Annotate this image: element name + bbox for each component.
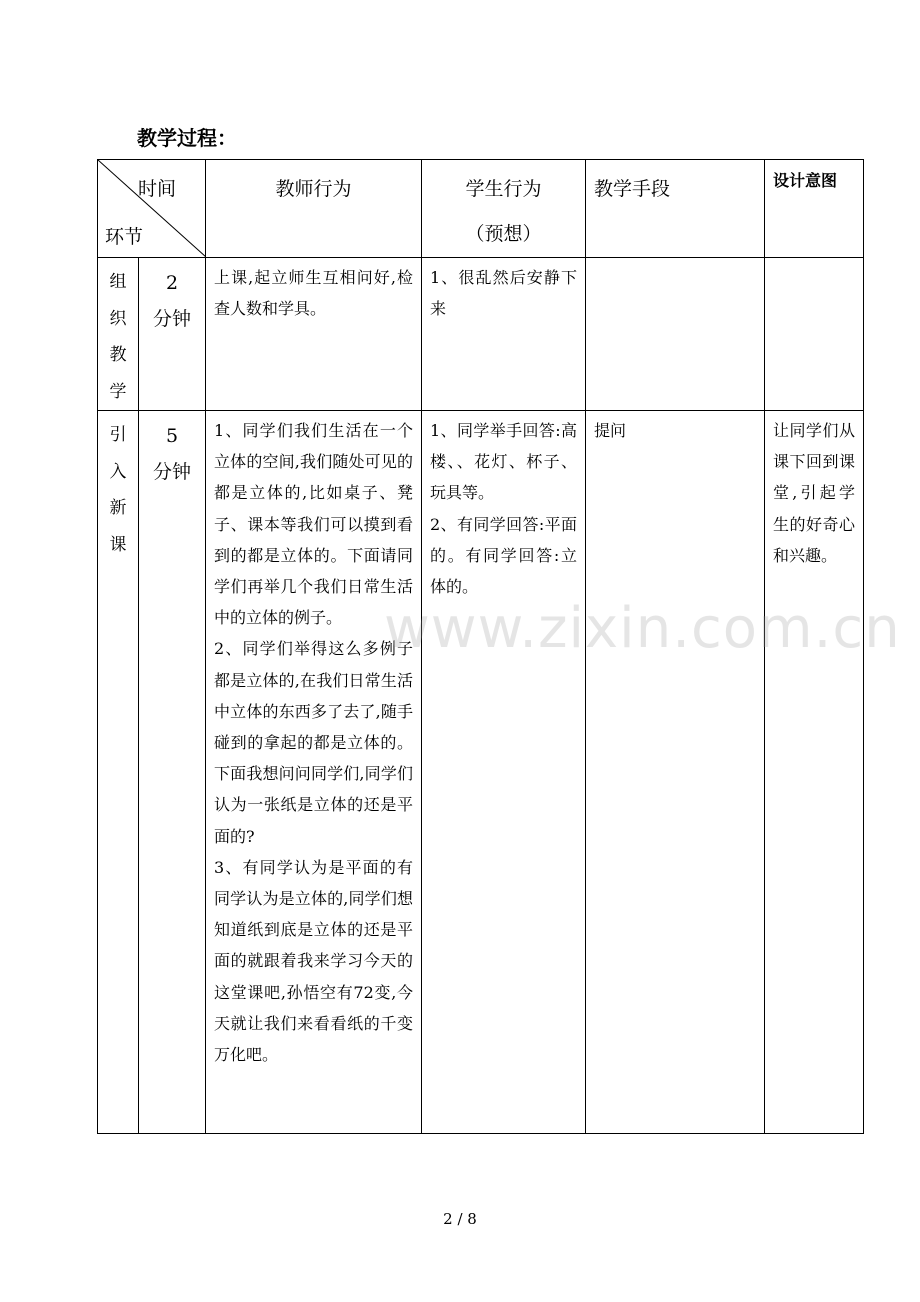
section-heading: 教学过程： — [137, 126, 237, 150]
header-intent-cell — [765, 160, 864, 258]
header-student: 学生行为 — [465, 178, 542, 200]
student-cell — [422, 258, 586, 411]
time-unit: 分钟 — [152, 461, 191, 483]
table-row — [98, 258, 864, 411]
time-number: 5 — [165, 425, 179, 447]
means-cell — [586, 411, 765, 1134]
page-number: 2 / 8 — [443, 1210, 477, 1228]
teacher-text: 上课,起立师生互相问好,检查人数和学具。 — [214, 268, 413, 319]
header-time-label: 时间 — [138, 178, 177, 200]
student-paragraph: 1、同学举手回答:高楼、、花灯、杯子、玩具等。 — [430, 421, 577, 503]
means-text — [586, 258, 764, 262]
time-cell — [139, 258, 206, 411]
student-text: 1、很乱然后安静下来 — [430, 268, 577, 319]
teacher-paragraph: 3、有同学认为是平面的有同学认为是立体的,同学们想知道纸到底是立体的还是平面的就跟着我来学习今天的这堂课吧,孙悟空有72变,今天就让我们来看看纸的千变万化吧。 — [214, 857, 413, 1065]
time-unit: 分钟 — [152, 308, 191, 330]
header-teacher-cell — [206, 160, 422, 258]
time-number: 2 — [165, 272, 179, 294]
time-cell — [139, 411, 206, 1134]
header-means-cell — [586, 160, 765, 258]
header-stage-label: 环节 — [105, 226, 144, 248]
header-intent: 设计意图 — [773, 171, 838, 190]
teacher-cell — [206, 411, 422, 1134]
header-student-sub: （预想） — [465, 223, 542, 245]
header-diagonal-cell — [98, 160, 206, 258]
stage-label: 引入新课 — [109, 425, 127, 555]
stage-cell — [98, 411, 139, 1134]
student-cell — [422, 411, 586, 1134]
header-student-cell — [422, 160, 586, 258]
teacher-cell — [206, 258, 422, 411]
stage-cell — [98, 258, 139, 411]
header-row — [98, 160, 864, 258]
teacher-paragraph: 2、同学们举得这么多例子都是立体的,在我们日常生活中立体的东西多了去了,随手碰到的拿起的都是立体的。下面我想问问同学们,同学们认为一张纸是立体的还是平面的? — [214, 639, 413, 846]
intent-cell — [765, 411, 864, 1134]
intent-cell — [765, 258, 864, 411]
header-means: 教学手段 — [594, 178, 671, 200]
teacher-paragraph: 1、同学们我们生活在一个立体的空间,我们随处可见的都是立体的,比如桌子、凳子、课本等我们可以摸到看到的都是立体的。下面请同学们再举几个我们日常生活中的立体的例子。 — [214, 421, 413, 628]
intent-text: 让同学们从课下回到课堂,引起学生的好奇心和兴趣。 — [773, 421, 855, 565]
header-teacher: 教师行为 — [275, 178, 352, 200]
stage-label: 组织教学 — [109, 272, 127, 402]
student-paragraph: 2、有同学回答:平面的。有同学回答:立体的。 — [430, 514, 577, 597]
means-cell — [586, 258, 765, 411]
watermark: www.zixin.com.cn — [384, 596, 901, 661]
table-row — [98, 411, 864, 1134]
intent-text — [765, 258, 863, 262]
means-text: 提问 — [594, 421, 627, 440]
